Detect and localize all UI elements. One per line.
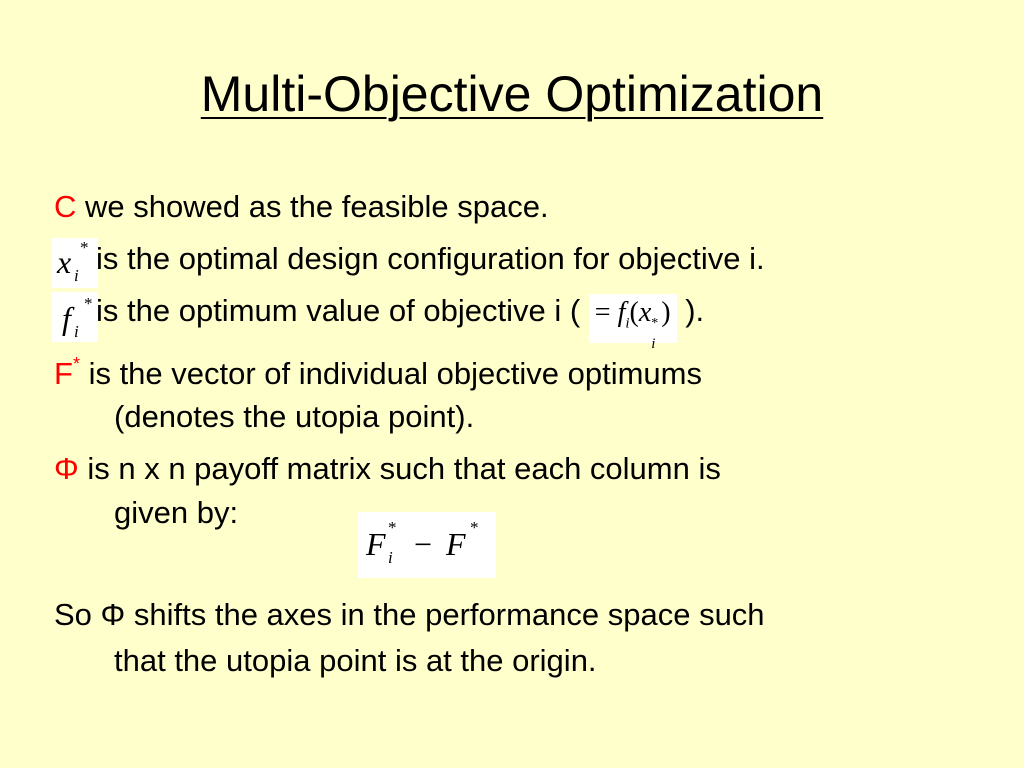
bullet-origin: that the utopia point is at the origin. xyxy=(114,643,597,678)
symbol-phi: Φ xyxy=(54,451,79,486)
math-f-of-x: = $f_i(x$ * i ) xyxy=(589,294,677,343)
bullet-optimum-value: is the optimum value of objective i ( = $f_i(x$ * i ) ). xyxy=(96,293,705,352)
bullet-vector-optimums: F* is the vector of individual objective optimums xyxy=(54,354,702,391)
bullet-optimal-design: is the optimal design configuration for objective i. xyxy=(96,241,765,276)
symbol-f: F xyxy=(54,356,73,391)
math-f-i-star: f i * xyxy=(52,292,98,342)
bullet-given-by: given by: xyxy=(114,495,239,530)
bullet-payoff-matrix: Φ is n x n payoff matrix such that each column is xyxy=(54,451,721,486)
symbol-c: C xyxy=(54,189,77,224)
math-x-i-star: x i * xyxy=(52,238,98,288)
bullet-feasible-space xyxy=(54,188,549,226)
page-title: Multi-Objective Optimization xyxy=(200,66,824,122)
bullet-text: we showed as the feasible space. xyxy=(76,189,549,224)
bullet-utopia-note: (denotes the utopia point). xyxy=(114,399,475,434)
math-formula-fi-minus-f: F * i − F * xyxy=(358,512,496,578)
bullet-shift-axes: So Φ shifts the axes in the performance space such xyxy=(54,597,765,632)
